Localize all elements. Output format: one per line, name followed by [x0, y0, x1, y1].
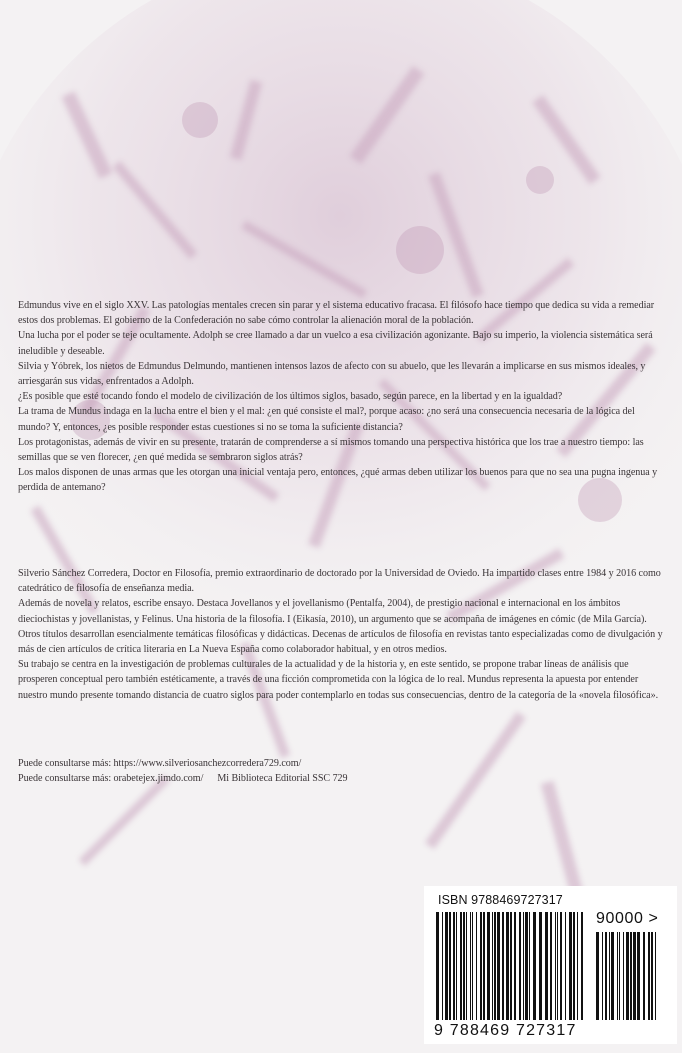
- barcode-bar: [555, 912, 556, 1020]
- synopsis-paragraph-1: Edmundus vive en el siglo XXV. Las patologías mentales crecen sin parar y el sistema educativo fracasa. El filósofo hace tiempo que dedica su vida a remediar estos dos problemas. El gobierno de la Confederación no sabe cómo controlar la alienación moral de la población.: [18, 300, 655, 327]
- barcode-addon-bars: [596, 932, 656, 1022]
- synopsis-paragraph-2: Una lucha por el poder se teje ocultamente. Adolph se cree llamado a dar un vuelco a esa civilización agonizante. Bajo su imperio, la violencia sistemática será ineludible y deseable.: [18, 330, 653, 357]
- barcode-bar: [560, 912, 562, 1020]
- barcode-bar: [476, 912, 477, 1020]
- barcode-bar: [494, 912, 496, 1020]
- barcode-digits: 9 788469 727317: [434, 1022, 577, 1039]
- author-paragraph-2: Además de novela y relatos, escribe ensayo. Destaca Jovellanos y el jovellanismo (Pentalfa, 2004), de prestigio nacional e internacional en los ámbitos dieciochistas y jovellanistas, y Felinus. Una historia de la filosofía. I (Eikasía, 2010), un argumento que se acompaña de imágenes en cómic (de Mila García). Otros títulos desarrollan esencialmente temáticas filosóficas y didácticas. Decenas de artículos de filosofía en revistas tanto especializadas como de divulgación y más de cien artículos de crítica literaria en La Nueva España como colaborador habitual, y en otros medios.: [18, 598, 663, 656]
- barcode-bar: [453, 912, 455, 1020]
- author-paragraph-3: Su trabajo se centra en la investigación de problemas culturales de la actualidad y de la historia y, en este sentido, se propone trabar líneas de análisis que prosperen conceptual pero también estéticamente, a través de una ficción comprometida con la lógica de lo real. Mundus representa la apuesta por entender nuestro mundo presente tomando distancia de cuatro siglos para poder contemplarlo en todas sus consecuencias, dentro de la categoría de la «novela filosófica».: [18, 659, 659, 701]
- barcode-bar: [569, 912, 572, 1020]
- barcode-bar: [442, 912, 443, 1020]
- barcode-bar: [630, 932, 632, 1020]
- barcode-bar: [472, 912, 473, 1020]
- barcode-bar: [655, 932, 656, 1020]
- synopsis-paragraph-3: Silvia y Yóbrek, los nietos de Edmundus Delmundo, mantienen intensos lazos de afecto con su abuelo, que les llevarán a implicarse en sus mismos ideales, y arriesgarán sus vidas, enfrentados a Adolph.: [18, 360, 646, 388]
- barcode-bar: [626, 932, 629, 1020]
- synopsis-paragraph-5: La trama de Mundus indaga en la lucha entre el bien y el mal: ¿en qué consiste el mal?, porque acaso: ¿no será una consecuencia necesaria de la lógica del mundo? Y, entonces, ¿es posible responder estas cuestiones si no se toma la suficiente distancia?: [18, 406, 635, 433]
- isbn-barcode: [424, 886, 677, 1044]
- barcode-bar: [573, 912, 575, 1020]
- barcode-bar: [651, 932, 653, 1020]
- website-link-1[interactable]: Puede consultarse más: https://www.silveriosanchezcorredera729.com/: [18, 758, 302, 769]
- barcode-bar: [510, 912, 512, 1020]
- barcode-bar: [523, 912, 524, 1020]
- barcode-bar: [463, 912, 465, 1020]
- author-paragraph-1: Silverio Sánchez Corredera, Doctor en Filosofía, premio extraordinario de doctorado por la Universidad de Oviedo. Ha impartido clases entre 1984 y 2016 como catedrático de filosofía de enseñanza media.: [18, 568, 661, 595]
- barcode-bar: [637, 932, 640, 1020]
- barcode-bar: [565, 912, 566, 1020]
- barcode-bar: [605, 932, 607, 1020]
- barcode-bar: [545, 912, 548, 1020]
- barcode-bar: [550, 912, 552, 1020]
- barcode-bar: [619, 932, 620, 1020]
- barcode-bar: [648, 932, 650, 1020]
- synopsis-paragraph-6: Los protagonistas, además de vivir en su presente, tratarán de comprenderse a sí mismos tomando una perspectiva histórica que los trae a nuestro tiempo: las semillas que se ven florecer, ¿en qué medida se sembraron siglos atrás?: [18, 436, 644, 464]
- links-block: [18, 756, 668, 786]
- barcode-bar: [497, 912, 500, 1020]
- synopsis-paragraph-7: Los malos disponen de unas armas que les otorgan una inicial ventaja pero, entonces, ¿qué armas deben utilizar los buenos para que no sea una pugna ingenua y perdida de antemano?: [18, 467, 658, 494]
- barcode-bar: [466, 912, 467, 1020]
- barcode-bar: [557, 912, 558, 1020]
- barcode-bar: [623, 932, 624, 1020]
- synopsis-paragraph-4: ¿Es posible que esté tocando fondo el modelo de civilización de los últimos siglos, basado, según parece, en la libertad y en la igualdad?: [18, 391, 563, 403]
- barcode-bar: [449, 912, 451, 1020]
- barcode-bar: [519, 912, 521, 1020]
- website-link-2[interactable]: Puede consultarse más: orabetejex.jimdo.com/: [18, 773, 204, 785]
- barcode-bar: [514, 912, 516, 1020]
- barcode-bar: [492, 912, 493, 1020]
- barcode-bar: [456, 912, 457, 1020]
- barcode-bar: [480, 912, 482, 1020]
- barcode-bar: [470, 912, 471, 1020]
- barcode-bar: [533, 912, 536, 1020]
- barcode-bar: [609, 932, 610, 1020]
- barcode-bar: [487, 912, 490, 1020]
- barcode-bar: [460, 912, 462, 1020]
- barcode-bar: [525, 912, 528, 1020]
- barcode-bar: [611, 932, 614, 1020]
- barcode-bar: [502, 912, 504, 1020]
- barcode-bar: [529, 912, 530, 1020]
- barcode-bar: [617, 932, 618, 1020]
- barcode-bar: [483, 912, 485, 1020]
- synopsis-text: [18, 298, 668, 496]
- barcode-bar: [643, 932, 645, 1020]
- imprint-label: Mi Biblioteca Editorial SSC 729: [217, 773, 348, 785]
- barcode-bar: [436, 912, 439, 1020]
- barcode-bars: [436, 912, 586, 1020]
- barcode-bar: [602, 932, 603, 1020]
- barcode-bar: [506, 912, 509, 1020]
- barcode-bar: [581, 912, 583, 1020]
- barcode-bar: [539, 912, 542, 1020]
- barcode-bar: [596, 932, 599, 1020]
- author-bio: [18, 566, 668, 703]
- barcode-addon-digits: 90000 >: [596, 910, 659, 927]
- barcode-bar: [445, 912, 448, 1020]
- barcode-bar: [633, 932, 636, 1020]
- barcode-bar: [577, 912, 578, 1020]
- website-link-2-line: [18, 771, 668, 786]
- isbn-label: ISBN 9788469727317: [438, 893, 563, 907]
